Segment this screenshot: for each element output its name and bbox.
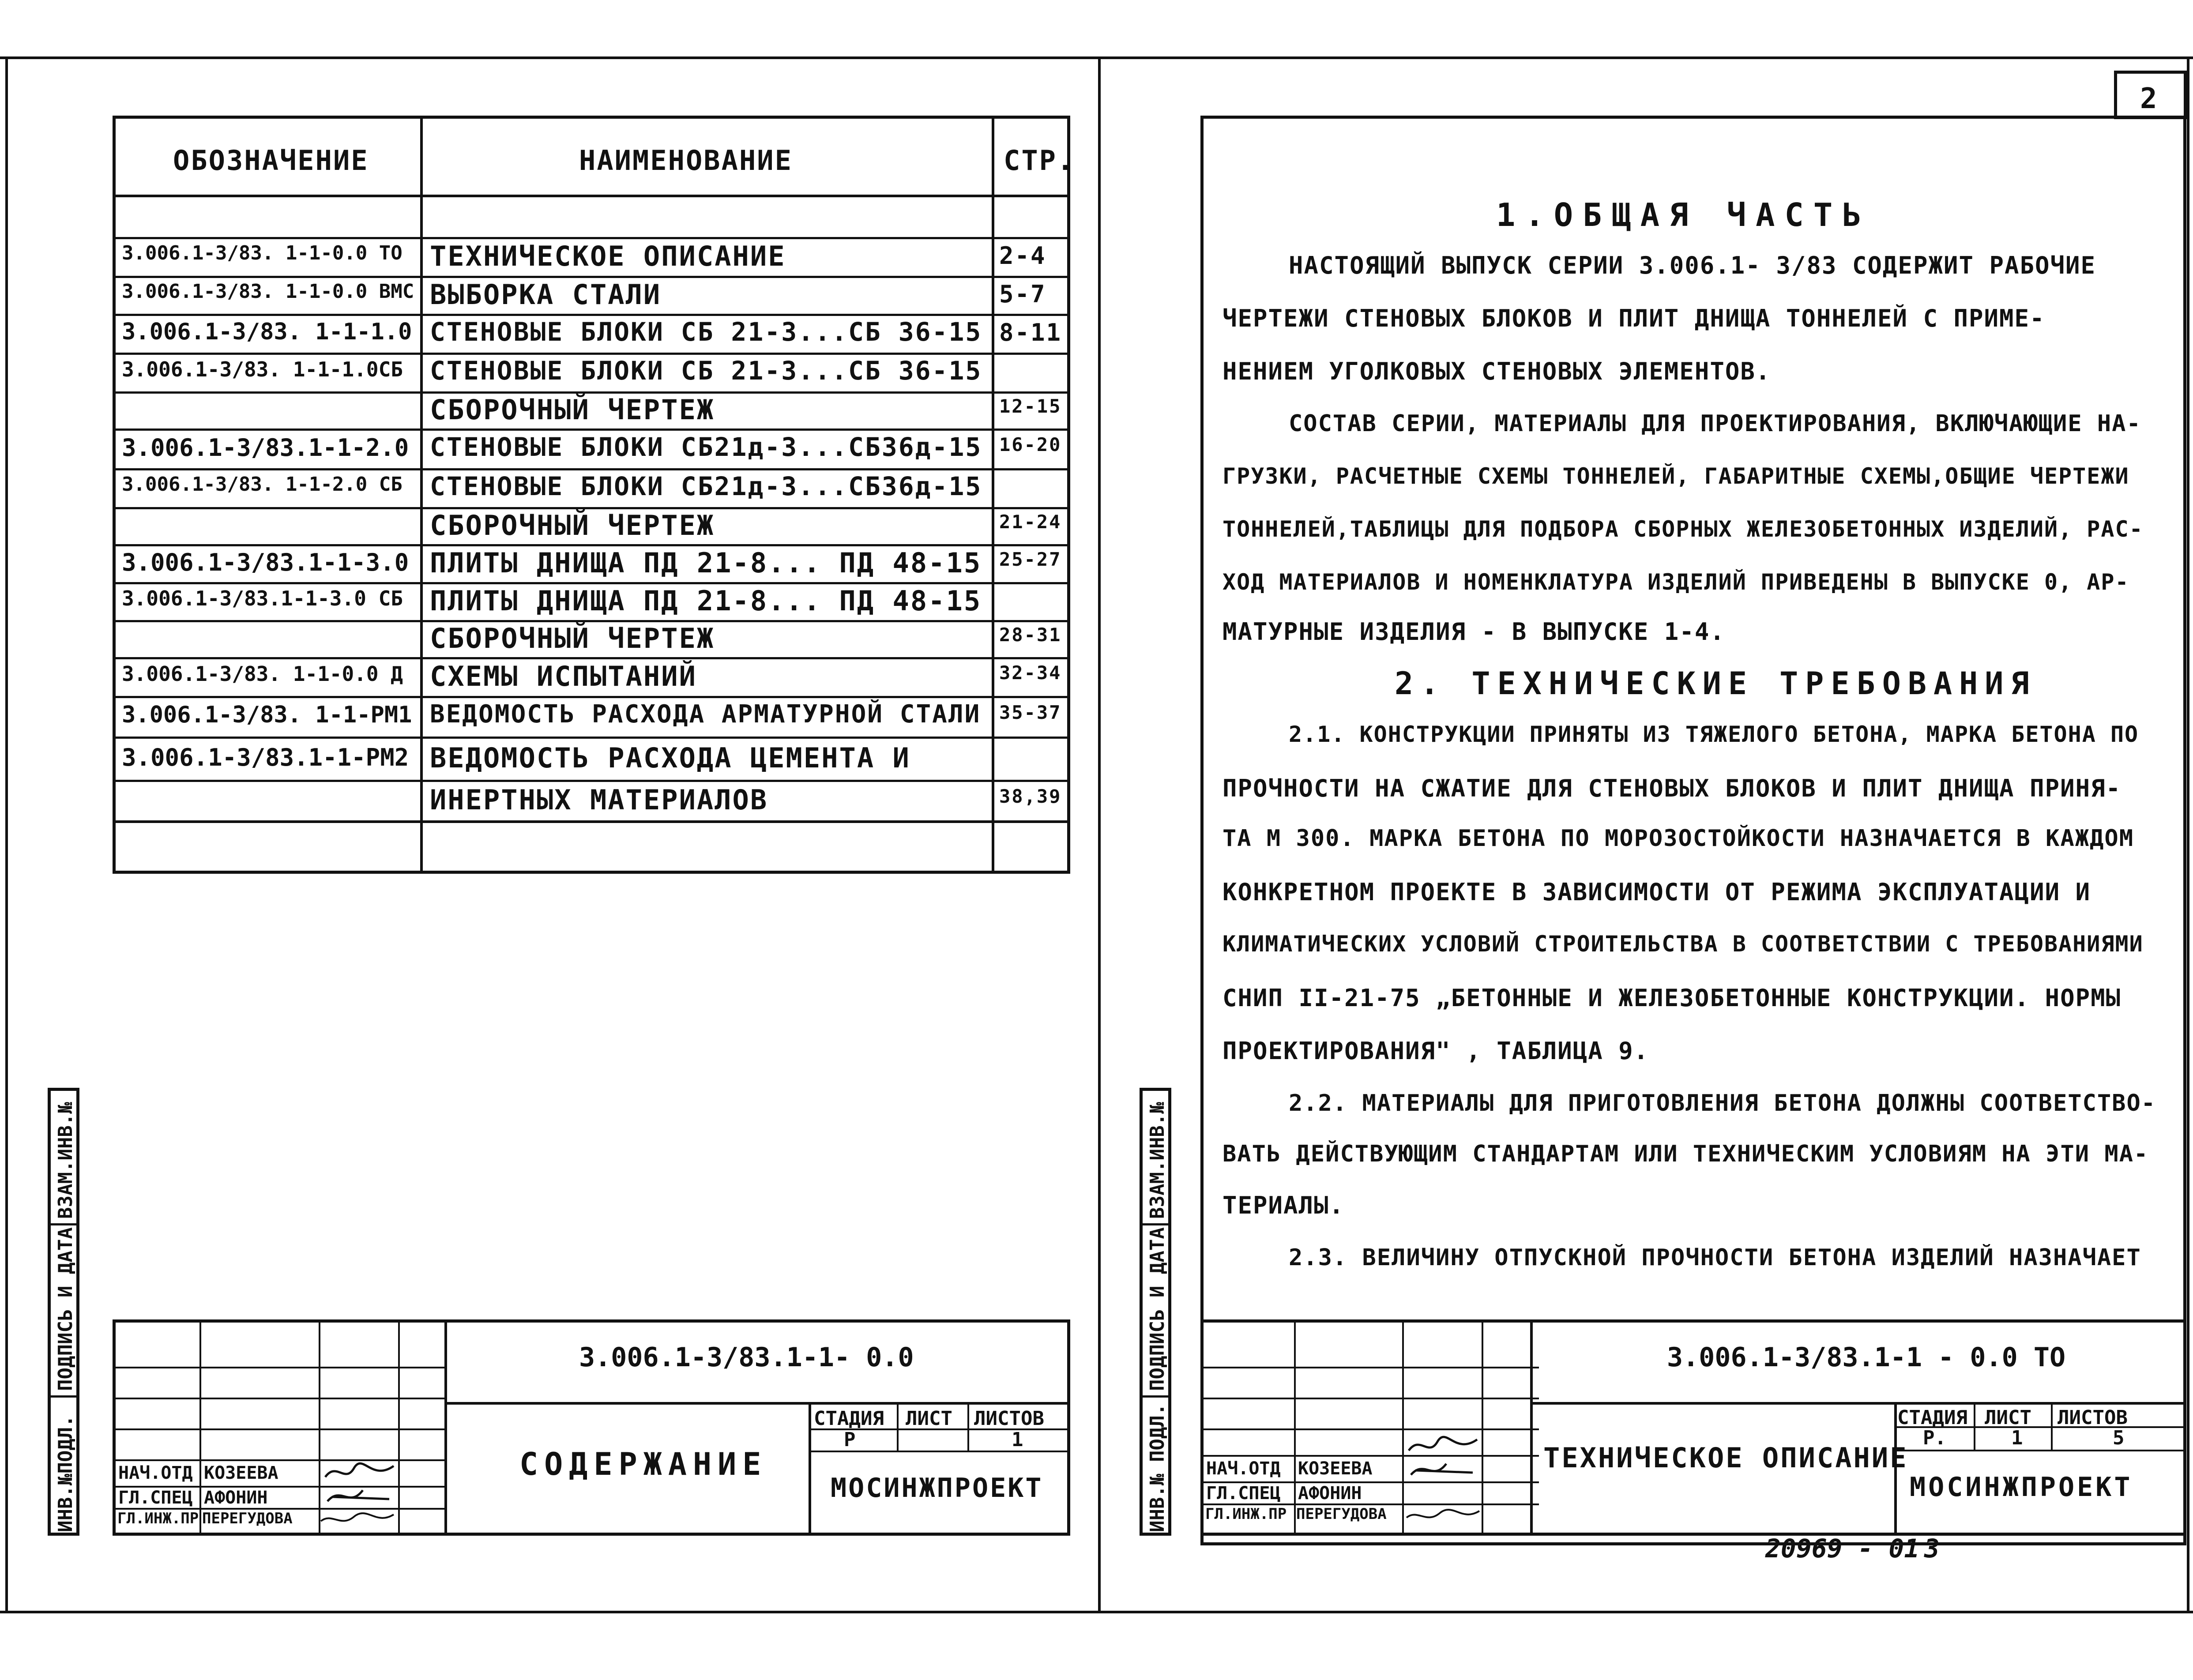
right-role-2: ГЛ.СПЕЦ xyxy=(1206,1483,1281,1503)
row-divider xyxy=(116,657,1067,659)
left-stamp-title: СОДЕРЖАНИЕ xyxy=(519,1446,767,1482)
row-divider xyxy=(116,314,1067,316)
left-sheets-label: ЛИСТОВ xyxy=(974,1407,1044,1430)
left-name-1: КОЗЕЕВА xyxy=(204,1463,278,1483)
row-designation: 3.006.1-3/83. 1-1-2.0 СБ xyxy=(122,473,402,496)
row-page: 38,39 xyxy=(999,786,1062,807)
row-page: 21-24 xyxy=(999,511,1062,533)
text-line: НЕНИЕМ УГОЛКОВЫХ СТЕНОВЫХ ЭЛЕМЕНТОВ. xyxy=(1223,357,1771,385)
row-page: 8-11 xyxy=(999,319,1062,346)
text-line: КЛИМАТИЧЕСКИХ УСЛОВИЙ СТРОИТЕЛЬСТВА В СООТВЕТСТВИИ С ТРЕБОВАНИЯМИ xyxy=(1223,931,2144,957)
left-name-2: АФОНИН xyxy=(204,1488,268,1508)
signature-3 xyxy=(319,1508,398,1530)
row-name: СТЕНОВЫЕ БЛОКИ СБ 21-3...СБ 36-15 xyxy=(430,356,982,386)
right-stamp-code: 3.006.1-3/83.1-1 - 0.0 ТО xyxy=(1667,1342,2066,1373)
right-sheet-label: ЛИСТ xyxy=(1985,1406,2031,1429)
right-org: МОСИНЖПРОЕКТ xyxy=(1910,1472,2133,1503)
right-sheets-label: ЛИСТОВ xyxy=(2058,1406,2128,1429)
right-stamp-title: ТЕХНИЧЕСКОЕ ОПИСАНИЕ xyxy=(1543,1442,1908,1474)
left-title-block xyxy=(113,1319,1070,1536)
right-inv-label: ИНВ.№ ПОДЛ. xyxy=(1146,1403,1169,1532)
center-divider xyxy=(1098,57,1101,1613)
col-divider-1 xyxy=(420,119,423,871)
row-designation: 3.006.1-3/83. 1-1-РМ1 xyxy=(122,702,412,728)
left-name-3: ПЕРЕГУДОВА xyxy=(202,1510,293,1527)
row-divider xyxy=(116,353,1067,355)
row-page: 2-4 xyxy=(999,242,1046,270)
right-role-1: НАЧ.ОТД xyxy=(1206,1458,1281,1479)
row-divider xyxy=(116,737,1067,739)
text-line: 2.1. КОНСТРУКЦИИ ПРИНЯТЫ ИЗ ТЯЖЕЛОГО БЕТОНА, МАРКА БЕТОНА ПО xyxy=(1289,722,2139,747)
left-sheet-left-edge xyxy=(5,57,8,1613)
right-title-block xyxy=(1200,1319,2186,1536)
row-name: СБОРОЧНЫЙ ЧЕРТЕЖ xyxy=(430,394,715,426)
page-number: 2 xyxy=(2140,83,2157,115)
row-designation: 3.006.1-3/83.1-1-3.0 xyxy=(122,549,409,576)
row-divider xyxy=(116,468,1067,470)
row-divider xyxy=(116,276,1067,278)
footer-page: 3 xyxy=(1924,1533,1940,1563)
signature-1 xyxy=(323,1459,398,1486)
right-name-1: КОЗЕЕВА xyxy=(1298,1458,1373,1479)
row-page: 35-37 xyxy=(999,702,1062,723)
row-divider xyxy=(116,544,1067,546)
right-vzam-label: ВЗАМ.ИНВ.№ xyxy=(1146,1102,1169,1219)
row-name: СХЕМЫ ИСПЫТАНИЙ xyxy=(430,660,697,692)
signature-2 xyxy=(323,1486,398,1510)
row-name: ИНЕРТНЫХ МАТЕРИАЛОВ xyxy=(430,784,768,816)
row-divider xyxy=(116,582,1067,584)
bottom-border-line xyxy=(0,1611,2193,1613)
header-page: СТР. xyxy=(1004,144,1075,177)
right-podpis-label: ПОДПИСЬ И ДАТА xyxy=(1146,1227,1169,1391)
row-designation: 3.006.1-3/83.1-1-3.0 СБ xyxy=(122,586,403,610)
row-name: СТЕНОВЫЕ БЛОКИ СБ 21-3...СБ 36-15 xyxy=(430,317,982,347)
col-divider-2 xyxy=(992,119,994,871)
header-designation: ОБОЗНАЧЕНИЕ xyxy=(173,144,369,177)
row-divider xyxy=(116,237,1067,239)
text-line: ПРОЕКТИРОВАНИЯ" , ТАБЛИЦА 9. xyxy=(1223,1037,1649,1065)
row-designation: 3.006.1-3/83. 1-1-1.0 xyxy=(122,319,412,345)
right-sheet-right-edge xyxy=(2187,57,2189,1613)
right-stage-value: Р. xyxy=(1923,1427,1946,1449)
row-divider xyxy=(116,428,1067,431)
row-name: ВЕДОМОСТЬ РАСХОДА ЦЕМЕНТА И xyxy=(430,742,910,774)
text-line: МАТУРНЫЕ ИЗДЕЛИЯ - В ВЫПУСКЕ 1-4. xyxy=(1223,618,1725,646)
text-line: ХОД МАТЕРИАЛОВ И НОМЕНКЛАТУРА ИЗДЕЛИЙ ПРИВЕДЕНЫ В ВЫПУСКЕ 0, АР- xyxy=(1223,569,2129,595)
right-sheet-value: 1 xyxy=(2011,1427,2023,1449)
right-name-3: ПЕРЕГУДОВА xyxy=(1296,1505,1387,1523)
row-page: 16-20 xyxy=(999,434,1062,455)
row-page: 25-27 xyxy=(999,549,1062,570)
left-sheet-label: ЛИСТ xyxy=(906,1407,952,1430)
row-name: СБОРОЧНЫЙ ЧЕРТЕЖ xyxy=(430,622,715,654)
header-name: НАИМЕНОВАНИЕ xyxy=(579,144,793,177)
text-line: ЧЕРТЕЖИ СТЕНОВЫХ БЛОКОВ И ПЛИТ ДНИЩА ТОННЕЛЕЙ С ПРИМЕ- xyxy=(1223,304,2045,332)
right-name-2: АФОНИН xyxy=(1298,1483,1362,1503)
left-inv-label: ИНВ.№ПОДЛ. xyxy=(54,1415,77,1532)
top-border-line xyxy=(0,56,2193,59)
left-stamp-code: 3.006.1-3/83.1-1- 0.0 xyxy=(579,1342,914,1373)
right-stage-label: СТАДИЯ xyxy=(1897,1406,1967,1429)
signature-4 xyxy=(1407,1433,1482,1459)
row-divider xyxy=(116,820,1067,823)
text-line: СОСТАВ СЕРИИ, МАТЕРИАЛЫ ДЛЯ ПРОЕКТИРОВАНИЯ, ВКЛЮЧАЮЩИЕ НА- xyxy=(1289,410,2141,437)
row-name: ТЕХНИЧЕСКОЕ ОПИСАНИЕ xyxy=(430,240,786,272)
row-designation: 3.006.1-3/83. 1-1-0.0 ВМС xyxy=(122,280,414,303)
text-line: НАСТОЯЩИЙ ВЫПУСК СЕРИИ 3.006.1- 3/83 СОДЕРЖИТ РАБОЧИЕ xyxy=(1289,252,2096,279)
right-role-3: ГЛ.ИНЖ.ПР xyxy=(1205,1505,1287,1523)
text-line: 2.2. МАТЕРИАЛЫ ДЛЯ ПРИГОТОВЛЕНИЯ БЕТОНА ДОЛЖНЫ СООТВЕТСТВО- xyxy=(1289,1090,2156,1116)
footer-archive-number: 20969 - 01 xyxy=(1765,1533,1920,1563)
row-name: ПЛИТЫ ДНИЩА ПД 21-8... ПД 48-15 xyxy=(430,547,982,579)
row-name: СБОРОЧНЫЙ ЧЕРТЕЖ xyxy=(430,509,715,541)
left-org: МОСИНЖПРОЕКТ xyxy=(831,1473,1043,1503)
text-line: СНИП II-21-75 „БЕТОННЫЕ И ЖЕЛЕЗОБЕТОННЫЕ КОНСТРУКЦИИ. НОРМЫ xyxy=(1223,984,2122,1012)
text-line: КОНКРЕТНОМ ПРОЕКТЕ В ЗАВИСИМОСТИ ОТ РЕЖИМА ЭКСПЛУАТАЦИИ И xyxy=(1223,878,2091,906)
header-divider xyxy=(116,195,1067,197)
contents-table xyxy=(113,116,1075,874)
row-designation: 3.006.1-3/83. 1-1-0.0 Д xyxy=(122,662,403,686)
row-name: ВЫБОРКА СТАЛИ xyxy=(430,278,662,311)
signature-6 xyxy=(1404,1504,1484,1526)
row-divider xyxy=(116,696,1067,698)
text-line: ТА М 300. МАРКА БЕТОНА ПО МОРОЗОСТОЙКОСТИ НАЗНАЧАЕТСЯ В КАЖДОМ xyxy=(1223,825,2134,852)
section1-title: 1.ОБЩАЯ ЧАСТЬ xyxy=(1496,196,1871,233)
text-line: 2.3. ВЕЛИЧИНУ ОТПУСКНОЙ ПРОЧНОСТИ БЕТОНА ИЗДЕЛИЙ НАЗНАЧАЕТ xyxy=(1289,1244,2141,1271)
row-name: ПЛИТЫ ДНИЩА ПД 21-8... ПД 48-15 xyxy=(430,585,982,617)
row-name: СТЕНОВЫЕ БЛОКИ СБ21д-3...СБ36д-15 xyxy=(430,432,982,462)
row-page: 32-34 xyxy=(999,662,1062,684)
row-name: СТЕНОВЫЕ БЛОКИ СБ21д-3...СБ36д-15 xyxy=(430,471,982,501)
row-divider xyxy=(116,780,1067,782)
right-side-strip xyxy=(1140,1088,1171,1536)
left-stage-value: Р xyxy=(844,1428,856,1451)
row-designation: 3.006.1-3/83.1-1-2.0 xyxy=(122,434,409,462)
page-number-box xyxy=(2114,71,2187,119)
signature-5 xyxy=(1407,1459,1482,1484)
row-name: ВЕДОМОСТЬ РАСХОДА АРМАТУРНОЙ СТАЛИ xyxy=(430,700,981,729)
left-side-strip xyxy=(48,1088,79,1536)
row-designation: 3.006.1-3/83. 1-1-1.0СБ xyxy=(122,357,403,381)
left-vzam-label: ВЗАМ.ИНВ.№ xyxy=(54,1102,77,1219)
left-role-3: ГЛ.ИНЖ.ПР xyxy=(117,1510,199,1527)
left-role-2: ГЛ.СПЕЦ xyxy=(118,1488,193,1508)
text-line: ТЕРИАЛЫ. xyxy=(1223,1191,1345,1219)
left-podpis-label: ПОДПИСЬ И ДАТА xyxy=(54,1227,77,1391)
left-stage-label: СТАДИЯ xyxy=(814,1407,884,1430)
section2-title: 2. ТЕХНИЧЕСКИЕ ТРЕБОВАНИЯ xyxy=(1395,665,2036,702)
left-sheet-value: 1 xyxy=(1012,1428,1023,1451)
right-sheets-value: 5 xyxy=(2113,1427,2125,1449)
text-line: ГРУЗКИ, РАСЧЕТНЫЕ СХЕМЫ ТОННЕЛЕЙ, ГАБАРИТНЫЕ СХЕМЫ,ОБЩИЕ ЧЕРТЕЖИ xyxy=(1223,463,2129,489)
row-page: 12-15 xyxy=(999,395,1062,417)
text-line: ПРОЧНОСТИ НА СЖАТИЕ ДЛЯ СТЕНОВЫХ БЛОКОВ И ПЛИТ ДНИЩА ПРИНЯ- xyxy=(1223,774,2122,802)
row-page: 28-31 xyxy=(999,624,1062,646)
left-role-1: НАЧ.ОТД xyxy=(118,1463,193,1483)
text-line: ТОННЕЛЕЙ,ТАБЛИЦЫ ДЛЯ ПОДБОРА СБОРНЫХ ЖЕЛЕЗОБЕТОННЫХ ИЗДЕЛИЙ, РАС- xyxy=(1223,516,2144,542)
row-page: 5-7 xyxy=(999,280,1046,308)
row-designation: 3.006.1-3/83. 1-1-0.0 ТО xyxy=(122,242,402,264)
text-line: ВАТЬ ДЕЙСТВУЮЩИМ СТАНДАРТАМ ИЛИ ТЕХНИЧЕСКИМ УСЛОВИЯМ НА ЭТИ МА- xyxy=(1223,1141,2149,1167)
row-designation: 3.006.1-3/83.1-1-РМ2 xyxy=(122,744,409,771)
